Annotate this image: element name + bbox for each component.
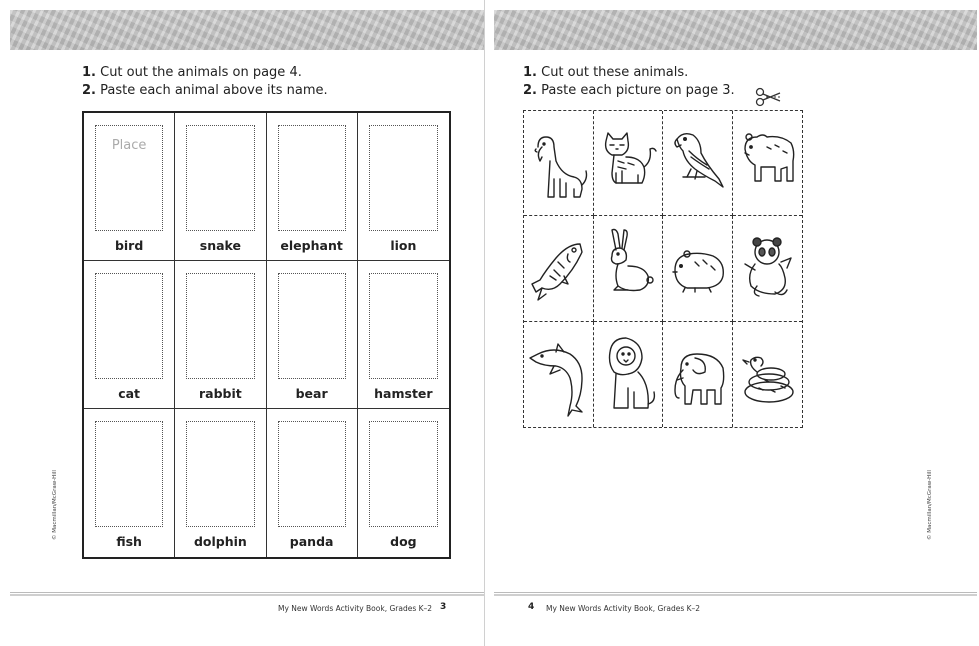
instruction-1	[82, 64, 302, 82]
animal-name: elephant	[280, 238, 343, 253]
instruction-text: Cut out the animals on page 4.	[95, 65, 302, 80]
paste-slot[interactable]	[186, 421, 254, 527]
paste-slot[interactable]	[369, 125, 438, 231]
bear-icon	[737, 117, 799, 209]
cutout-cell[interactable]	[733, 216, 803, 321]
paste-cell[interactable]	[84, 409, 175, 557]
instruction-1	[523, 64, 688, 82]
cutout-cell[interactable]	[733, 322, 803, 427]
animal-name: lion	[390, 238, 417, 253]
paste-cell[interactable]	[175, 113, 266, 261]
cat-icon	[598, 117, 660, 209]
paste-cell[interactable]	[267, 113, 358, 261]
paste-cell[interactable]	[267, 409, 358, 557]
instruction-text: Paste each picture on page 3.	[536, 83, 735, 98]
cutout-cell[interactable]	[663, 111, 733, 216]
paste-slot[interactable]	[95, 125, 163, 231]
paste-cell[interactable]	[358, 261, 449, 409]
cutout-grid	[523, 110, 803, 428]
footer-rule	[10, 594, 484, 596]
copyright-text: © Macmillan/McGraw-Hill	[52, 470, 58, 540]
paste-slot[interactable]	[95, 421, 163, 527]
dog-icon	[528, 117, 590, 209]
bird-icon	[667, 117, 729, 209]
snake-icon	[737, 328, 799, 420]
placeholder-text: Place	[111, 138, 147, 153]
instruction-number: 2.	[523, 83, 537, 98]
paste-cell[interactable]	[175, 261, 266, 409]
lion-icon	[598, 328, 660, 420]
paste-slot[interactable]	[369, 421, 438, 527]
cutout-cell[interactable]	[663, 322, 733, 427]
animal-name: fish	[116, 534, 142, 549]
paste-slot[interactable]	[278, 125, 346, 231]
elephant-icon	[667, 328, 729, 420]
header-band	[494, 10, 977, 50]
instruction-number: 1.	[82, 65, 96, 80]
paste-cell[interactable]	[84, 113, 175, 261]
paste-cell[interactable]	[175, 409, 266, 557]
rabbit-icon	[598, 222, 660, 314]
paste-grid	[82, 111, 451, 559]
page-number: 3	[440, 602, 447, 612]
animal-name: panda	[289, 534, 334, 549]
footer-rule	[10, 592, 484, 593]
animal-name: snake	[199, 238, 241, 253]
cutout-cell[interactable]	[594, 111, 664, 216]
cutout-cell[interactable]	[594, 322, 664, 427]
cutout-cell[interactable]	[524, 322, 594, 427]
panda-icon	[737, 222, 799, 314]
animal-name: cat	[118, 386, 141, 401]
instruction-number: 1.	[523, 65, 537, 80]
animal-name: bear	[295, 386, 328, 401]
animal-name: rabbit	[198, 386, 242, 401]
paste-cell[interactable]	[84, 261, 175, 409]
footer-text: My New Words Activity Book, Grades K–2	[546, 604, 701, 613]
paste-cell[interactable]	[358, 113, 449, 261]
paste-slot[interactable]	[186, 125, 254, 231]
animal-name: dolphin	[193, 534, 247, 549]
animal-name: hamster	[374, 386, 433, 401]
paste-slot[interactable]	[278, 273, 346, 379]
footer-text: My New Words Activity Book, Grades K–2	[278, 604, 433, 613]
right-page	[486, 0, 979, 646]
footer-rule	[494, 594, 977, 596]
footer-rule	[494, 592, 977, 593]
copyright-text: © Macmillan/McGraw-Hill	[927, 470, 933, 540]
fish-icon	[528, 222, 590, 314]
cutout-cell[interactable]	[594, 216, 664, 321]
cutout-cell[interactable]	[524, 216, 594, 321]
instruction-2	[82, 82, 328, 100]
dolphin-icon	[528, 328, 590, 420]
left-page	[0, 0, 485, 646]
paste-cell[interactable]	[358, 409, 449, 557]
cutout-cell[interactable]	[733, 111, 803, 216]
instruction-2	[523, 82, 735, 100]
hamster-icon	[667, 222, 729, 314]
paste-slot[interactable]	[369, 273, 438, 379]
animal-name: dog	[390, 534, 417, 549]
cutout-cell[interactable]	[524, 111, 594, 216]
paste-slot[interactable]	[278, 421, 346, 527]
paste-cell[interactable]	[267, 261, 358, 409]
header-band	[10, 10, 484, 50]
page-number: 4	[528, 602, 535, 612]
instruction-text: Cut out these animals.	[536, 65, 689, 80]
paste-slot[interactable]	[95, 273, 163, 379]
scissors-icon	[754, 86, 782, 108]
cutout-cell[interactable]	[663, 216, 733, 321]
animal-name: bird	[114, 238, 144, 253]
instruction-number: 2.	[82, 83, 96, 98]
paste-slot[interactable]	[186, 273, 254, 379]
instruction-text: Paste each animal above its name.	[95, 83, 328, 98]
